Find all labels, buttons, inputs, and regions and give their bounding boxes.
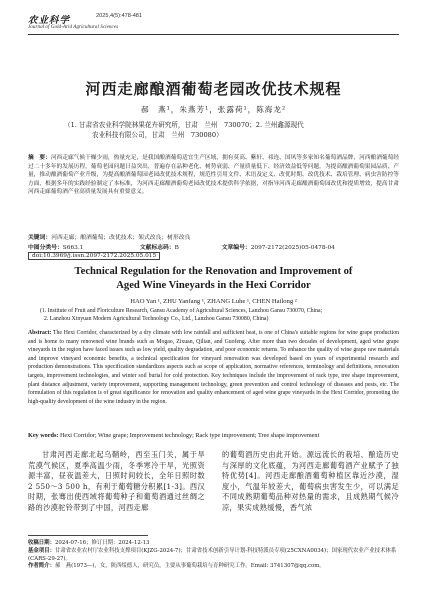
keywords-en — [28, 432, 399, 439]
header-rule — [28, 34, 399, 35]
body-column-right: 的葡萄酒历史由此开始。源远流长的栽培、酿造历史与深厚的文化底蕴，为河西走廊葡萄酒产业赋予了独特优势[4]。河西走廊酿酒葡萄种植区靠近沙漠，湿度小，气温年较差大，葡萄病虫害发生少，可以满足不同成熟期葡萄品种对热量的需求，且成熟期气候冷凉，果实成熟缓慢，香气浓 — [222, 450, 399, 512]
footnote-funding: 基金项目：甘肃省农业农村厅农业科技支撑项目(KJZG-2024-7)；甘肃省技术创新引导计划-科技特派员专项(25CXNA0034)；国家现代农业产业技术体系(CARS-29-27)。 — [28, 547, 397, 562]
authors-en: HAO Yan ¹, ZHU Yanfang ¹, ZHANG Luhe ¹, CHEN Hailong ² — [130, 298, 297, 305]
footnote-author-bio: 作者简介：郝 燕(1973—)，女，陕西绥德人，研究员，主要从事葡萄栽培与育种研究工作。Email: 3741307@qq.com。 — [28, 563, 325, 570]
abstract-en-text: The Hexi Corridor, characterized by a dry climate with low rainfall and sufficient heat, is one of China's suitable regions for wine grape production and is home to many renowned wine brands such as Mogao, Zixuan, Qilian, and Guofeng. After more than two decades of development, aged wine grape vineyards in the region have faced issues such as low yield, quality degradation, and poor economic returns. To enhance the quality of wine grape raw materials and improve vineyard economic benefits, a technical specification for vineyard renovation was developed based on years of experimental research and production demonstrations. This specification standardizes aspects such as scope of application, normative references, terminology and definitions, renovation targets, improvement technologies, and winter soil burial for cold protection. Key techniques include the improvement of rack type, tree shape improvement, plant distance adjustment, variety improvement, supporting management technology, green prevention and control technology of diseases and pests, etc. The formulation of this regulation is of great significance for renovation and quality enhancement of aged wine grape vineyards in the Hexi Corridor, promoting the high-quality development of the wine industry in the region. — [28, 330, 399, 405]
class-value: S663.1 — [62, 245, 84, 251]
abstract-en — [28, 329, 399, 406]
abstract-cn — [28, 154, 399, 197]
abstract-cn-label: 摘 要： — [28, 155, 51, 161]
affiliation-cn-line: 农业科技有限公司，甘肃 兰州 730080） — [92, 131, 223, 139]
body-column-left: 甘肃河西走廊北起乌鞘岭，西至玉门关，属于旱荒漠气候区，夏季高温少雨，冬季寒冷干旱，光照资源丰富，昼夜温差大，日照时间较长，全年日照时数 2 550～3 500 h，有利于葡萄糖分积累[1-3]。西汉时期，张骞出使西域将葡萄种子和葡萄酒通过丝绸之路的沙漠驼铃带到了中国，河西走廊 — [28, 450, 205, 512]
abstract-cn-text: 河西走廊气候干燥少雨，热量充足，是我国酿酒葡萄适宜生产区域，拥有莫高、紫轩、祁连、国风等多家知名葡萄酒品牌，河西酿酒葡萄经过二十多年的发展历程，葡萄老园问题日益突出，普遍存在品种老化、树势衰弱、产量质量低下、经济效益低等问题。为提高酿酒葡萄果园品质、产量，推动酿酒葡萄产业升级，为提高酿酒葡萄园老园改优技术规程，规范性引用文件、术语及定义、改优时期、改优技术、栽培管理、病虫害防控等方面，根据多年的实践经验制定了本标准，为河西走廊酿酒葡萄老园改优技术提供科学依据，对指导河西走廊酿酒葡萄园改优和提质增效，提高甘肃河西走廊葡萄酒产业高质量发展具有重要意义。 — [28, 155, 400, 196]
authors-cn: 郝 燕¹，朱燕芳¹，张露荷¹，陈海龙² — [140, 105, 287, 114]
keywords-cn-text: 河西走廊；酿酒葡萄；改优技术；架式改良；树形改良 — [51, 235, 191, 241]
affiliation-en-line: (1. Institute of Fruit and Floriculture Research, Gansu Academy of Agricultural Sciences, Lanzhou Gansu 730070, China; — [40, 308, 323, 314]
keywords-cn-label: 关键词： — [28, 235, 52, 241]
affiliation-en — [40, 307, 400, 323]
article-number-value: 2097-2172(2025)05-0478-04 — [250, 245, 335, 251]
paper-title-en — [0, 265, 427, 293]
affiliation-en-line: 2. Lanzhou Xinyuan Modern Agricultural Technology Co., Ltd., Lanzhou Gansu 730080, China) — [44, 316, 269, 322]
class-label: 中图分类号： — [28, 245, 63, 251]
journal-english-name: Journal of Gold-Arid Agricultural Sciences — [28, 24, 119, 30]
footnote-rule — [28, 535, 148, 536]
footnote-received: 收稿日期：2024-07-16；修订日期：2024-12-13 — [28, 540, 150, 546]
footnotes — [28, 540, 399, 571]
affiliation-cn-line: （1. 甘肃省农业科学院林果花卉研究所，甘肃 兰州 730070；2. 兰州鑫源现代 — [64, 121, 304, 129]
doc-code-value: B — [174, 245, 179, 251]
issue-info: 2025,4(5):478-481 — [96, 13, 143, 19]
keywords-cn — [28, 232, 399, 241]
title-en-line: Technical Regulation for the Renovation and Improvement of — [74, 266, 353, 277]
classification-line — [28, 242, 399, 251]
keywords-en-text: Hexi Corridor; Wine grape; Improvement technology; Rack type improvement; Tree shape improvement — [59, 432, 320, 439]
affiliation-cn — [64, 120, 364, 140]
doi[interactable]: doi:10.3969/j.issn.2097-2172.2025.05.015 — [28, 252, 160, 260]
title-en-line: Aged Wine Vineyards in the Hexi Corridor — [116, 280, 311, 291]
abstract-en-label: Abstract: — [28, 330, 52, 336]
doc-code-label: 文献标志码： — [139, 245, 175, 251]
journal-logo: 农业科学 — [28, 15, 71, 26]
keywords-en-label: Key words: — [28, 432, 59, 439]
paper-title-cn: 河西走廊酿酒葡萄老园改优技术规程 — [85, 80, 342, 98]
article-number-label: 文章编号： — [221, 245, 251, 251]
